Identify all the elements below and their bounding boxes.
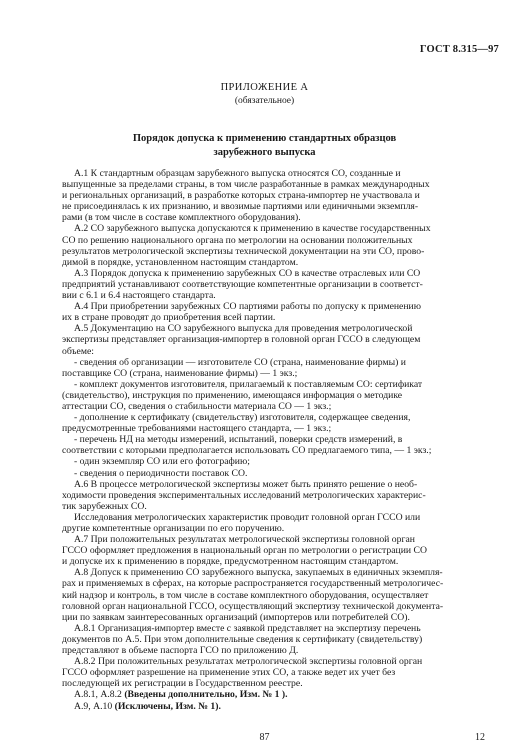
text-line: А.5 Документацию на СО зарубежного выпуска для проведения метрологической xyxy=(74,323,413,335)
text-line: А.8.2 При положительных результатах метрологической экспертизы головной орган xyxy=(74,656,423,668)
text-line: результатов метрологической экспертизы технической документации на эти СО, прово- xyxy=(62,245,425,257)
text-line: А.4 При приобретении зарубежных СО партиями работы по допуску к применению xyxy=(74,301,421,313)
text-line: - перечень НД на методы измерений, испытаний, поверки средств измерений, в xyxy=(74,434,403,446)
text-line: А.8.1 Организация-импортер вместе с заявкой представляет на экспертизу перечень xyxy=(74,622,421,634)
standard-header: ГОСТ 8.315—97 xyxy=(419,44,499,55)
amendment-ref: А.9, А.10 xyxy=(74,700,113,712)
text-line: и допуске их к применению в порядке, предусмотренном настоящим стандартом. xyxy=(62,556,399,568)
text-line: Исследования метрологических характеристик проводит головной орган ГССО или xyxy=(74,511,421,523)
text-line: (свидетельство), инструкция по применению, имеющаяся информация о методике xyxy=(62,389,403,401)
text-line: А.8 Допуск к применению СО зарубежного выпуска, закупаемых в единичных экземпля- xyxy=(74,567,443,579)
document-body xyxy=(62,168,482,712)
text-line: А.1 К стандартным образцам зарубежного выпуска относятся СО, созданные и xyxy=(74,168,401,179)
appendix-title: ПРИЛОЖЕНИЕ А xyxy=(220,82,309,93)
text-line: документов по А.5. При этом дополнительные сведения к сертификату (свидетельству) xyxy=(62,633,423,645)
amendment-text: (Введены дополнительно, Изм. № 1 ). xyxy=(124,689,288,701)
amendment-note xyxy=(62,689,482,700)
text-line: последующей их регистрации в Государственном реестре. xyxy=(62,678,303,690)
text-line: головной орган национальной ГССО, осуществляющий экспертизу технической документа- xyxy=(62,600,444,612)
text-line: соответствии с которыми предполагается использовать СО предлагаемого типа, — 1 экз.; xyxy=(62,445,432,457)
text-line: А.6 В процессе метрологической экспертизы может быть принято решение о необ- xyxy=(74,478,418,490)
text-line: тик зарубежных СО. xyxy=(62,500,147,512)
text-line: их в стране проводят до приобретения всей партии. xyxy=(62,312,276,324)
text-line: А.3 Порядок допуска к применению зарубежных СО в качестве отраслевых или СО xyxy=(74,267,421,279)
text-line: экспертизы представляет организация-импортер в головной орган ГССО в следующем xyxy=(62,334,421,346)
text-line: СО по решению национального органа по метрологии на основании положительных xyxy=(62,234,413,246)
text-line: ходимости проведения экспериментальных исследований метрологических характерис- xyxy=(62,489,426,501)
section-title-line: зарубежного выпуска xyxy=(213,147,316,158)
text-line: - дополнение к сертификату (свидетельству) изготовителя, содержащее сведения, xyxy=(74,412,411,424)
text-line: объеме: xyxy=(62,345,94,357)
section-title-line: Порядок допуска к применению стандартных образцов xyxy=(132,133,397,144)
text-line: А.7 При положительных результатах метрологической экспертизы головной орган xyxy=(74,534,415,546)
text-line: рах и применяемых в сферах, на которые распространяется государственный метрологичес- xyxy=(62,578,444,590)
text-line: аттестации СО, сведения о стабильности материала СО — 1 экз.; xyxy=(62,400,332,412)
text-line: - один экземпляр СО или его фотографию; xyxy=(74,456,250,468)
amendment-ref: А.8.1, А.8.2 xyxy=(74,689,122,701)
text-line: предприятий устанавливают соответствующие компетентные организации в соответст- xyxy=(62,278,423,290)
text-line: не присоединялась к их признанию, и ввозимые партиями или единичными экземпля- xyxy=(62,201,419,213)
section-title xyxy=(0,132,529,160)
text-line: рами (в том числе в составе комплектного оборудования). xyxy=(62,212,301,224)
text-line: поставщике СО (страна, наименование фирмы) — 1 экз.; xyxy=(62,367,298,379)
text-line: представляют в объеме паспорта ГСО по приложению Д. xyxy=(62,645,299,657)
text-line: димой в порядке, установленном настоящим стандартом. xyxy=(62,256,299,268)
text-line: - сведения об организации — изготовителе СО (страна, наименование фирмы) и xyxy=(74,356,406,368)
text-line: кий надзор и контроль, в том числе в составе комплектного оборудования, осуществляет xyxy=(62,589,429,601)
appendix-subtitle: (обязательное) xyxy=(234,96,295,106)
page-number: 87 xyxy=(259,732,270,743)
text-line: и региональных организаций, в разработке которых страна-импортер не участвовала и xyxy=(62,190,420,202)
text-line: - сведения о периодичности поставок СО. xyxy=(74,467,248,479)
sheet-number: 12 xyxy=(475,732,485,743)
text-line: ции по заявкам заинтересованных организаций (импортеров или потребителей СО). xyxy=(62,611,410,623)
amendment-note xyxy=(62,701,482,712)
text-line: выпущенные за пределами страны, в том числе разработанные в рамках международных xyxy=(62,179,430,191)
text-line: - комплект документов изготовителя, прилагаемый к поставляемым СО: сертификат xyxy=(74,378,423,390)
text-line: А.2 СО зарубежного выпуска допускаются к применению в качестве государственных xyxy=(74,223,431,235)
text-line: другие компетентные организации по его поручению. xyxy=(62,523,285,534)
text-line: ГССО оформляет предложения в национальный орган по метрологии о регистрации СО xyxy=(62,545,427,557)
text-line: предусмотренные требованиями настоящего стандарта, — 1 экз.; xyxy=(62,423,332,435)
text-line: вии с 6.1 и 6.4 настоящего стандарта. xyxy=(62,290,216,302)
text-line: ГССО оформляет разрешение на применение этих СО, а также ведет их учет без xyxy=(62,667,396,679)
amendment-text: (Исключены, Изм. № 1). xyxy=(114,700,221,712)
